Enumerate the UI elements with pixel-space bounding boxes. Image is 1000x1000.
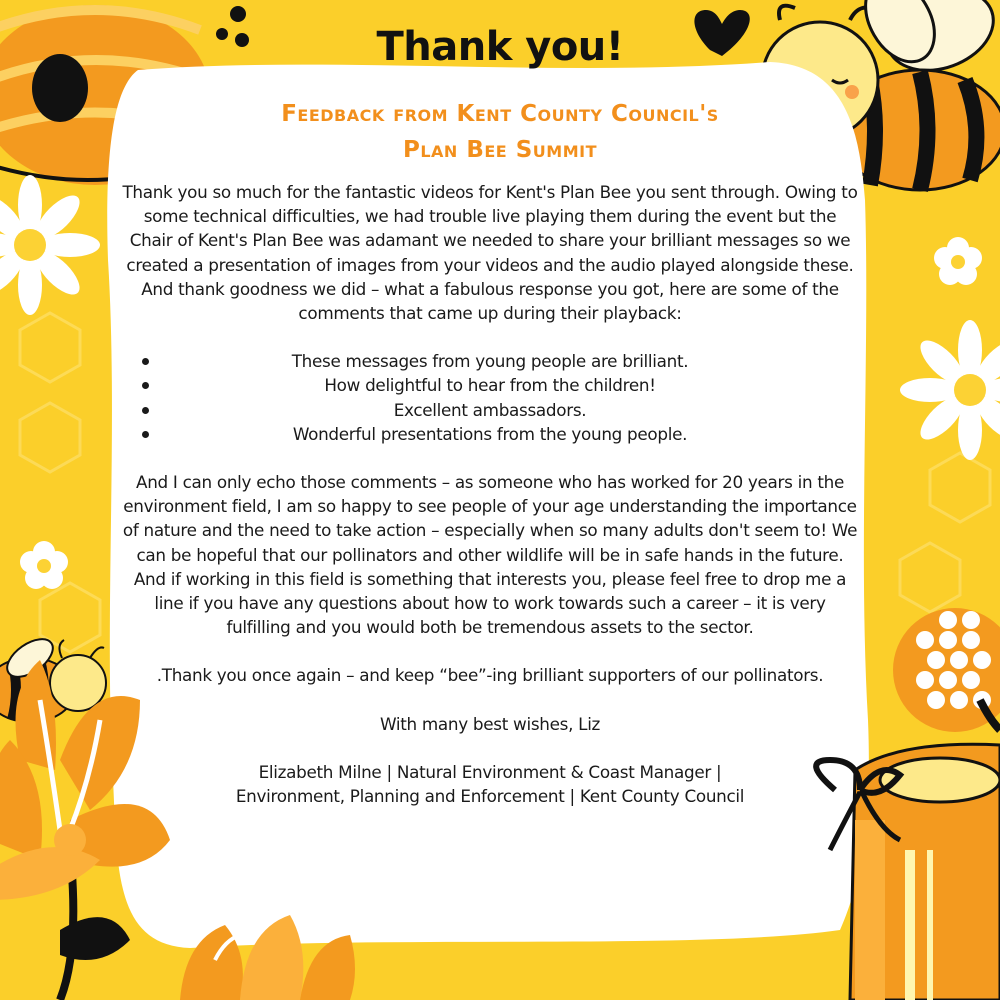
- page-subtitle: Feedback from Kent County Council's Plan Bee Summit: [281, 101, 719, 163]
- letter-body: [122, 180, 858, 808]
- page-title: Thank you!: [376, 24, 624, 70]
- list-item: How delightful to hear from the children!: [122, 373, 858, 397]
- closing-paragraph: .Thank you once again – and keep “bee”-ing brilliant supporters of our pollinators.: [156, 665, 824, 686]
- list-item: These messages from young people are brilliant.: [122, 349, 858, 373]
- bullet-icon: [142, 382, 149, 389]
- list-item: Wonderful presentations from the young people.: [122, 422, 858, 446]
- sign-off: With many best wishes, Liz: [379, 713, 601, 734]
- bullet-icon: [142, 431, 149, 438]
- bullet-icon: [142, 358, 149, 365]
- bullet-icon: [142, 407, 149, 414]
- signature-line-1: Elizabeth Milne | Natural Environment & Coast Manager |: [258, 761, 722, 782]
- signature-line-2: Environment, Planning and Enforcement | Kent County Council: [235, 786, 745, 807]
- echo-paragraph: And I can only echo those comments – as someone who has worked for 20 years in the environment field, I am so happy to see people of your age understanding the importance of nature and the need to take action – especially when so many adults don't seem to! We can be hopeful that our pollinators and other wildlife will be in safe hands in the future. And if working in this field is something that interests you, please feel free to drop me a line if you have any questions about how to work towards such a career – it is very fulfilling and you would both be tremendous assets to the sector.: [122, 472, 858, 638]
- comment-list: [122, 349, 858, 446]
- intro-paragraph: Thank you so much for the fantastic videos for Kent's Plan Bee you sent through. Owing to some technical difficulties, we had trouble live playing them during the event but the Chair of Kent's Plan Bee was adamant we needed to share your brilliant messages so we created a presentation of images from your videos and the audio played alongside these. And thank goodness we did – what a fabulous response you got, here are some of the comments that came up during their playback:: [122, 182, 858, 324]
- list-item: Excellent ambassadors.: [122, 398, 858, 422]
